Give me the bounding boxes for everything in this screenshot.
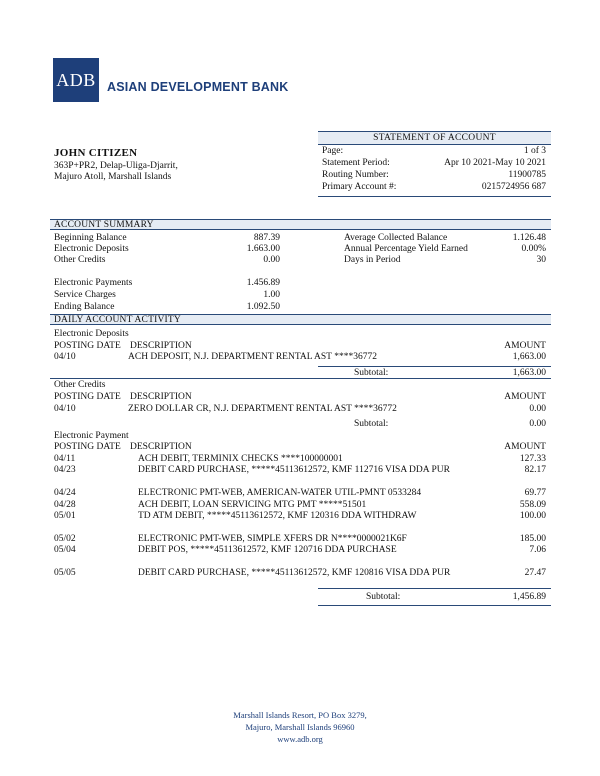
summary-label: Service Charges [54, 290, 116, 300]
col-description: DESCRIPTION [130, 341, 192, 351]
subtotal-label: Subtotal: [366, 592, 401, 602]
table-row [54, 465, 546, 477]
subtotal-divider [318, 605, 551, 606]
txn-date: 04/24 [54, 488, 76, 498]
txn-date: 05/04 [54, 545, 76, 555]
statement-value: 0215724956 687 [481, 182, 546, 192]
col-posting-date: POSTING DATE [54, 442, 121, 452]
bank-logo: ADB [53, 58, 99, 102]
footer-website-link[interactable]: www.adb.org [277, 734, 323, 744]
customer-name: JOHN CITIZEN [54, 147, 138, 159]
summary-value: 887.39 [253, 233, 280, 243]
txn-description: DEBIT CARD PURCHASE, *****45113612572, KMF 120816 VISA DDA PUR [138, 568, 451, 578]
txn-date: 05/01 [54, 511, 76, 521]
statement-value: 11900785 [508, 170, 546, 180]
statement-row-account [322, 182, 546, 192]
txn-date: 04/10 [54, 352, 76, 362]
summary-label: Days in Period [344, 255, 401, 265]
txn-amount: 27.47 [524, 568, 546, 578]
txn-date: 04/28 [54, 500, 76, 510]
statement-value: Apr 10 2021-May 10 2021 [444, 158, 546, 168]
summary-value: 0.00 [263, 255, 280, 265]
txn-amount: 69.77 [524, 488, 546, 498]
section-divider [50, 378, 551, 379]
subtotal-label: Subtotal: [354, 419, 389, 429]
txn-description: ACH DEBIT, TERMINIX CHECKS ****100000001 [138, 454, 343, 464]
col-posting-date: POSTING DATE [54, 341, 121, 351]
col-posting-date: POSTING DATE [54, 392, 121, 402]
col-amount: AMOUNT [504, 392, 546, 402]
statement-divider [318, 196, 551, 197]
bank-name: ASIAN DEVELOPMENT BANK [107, 80, 289, 94]
statement-row-page [322, 146, 546, 156]
customer-address-line1: 363P+PR2, Delap-Uliga-Djarrit, [54, 161, 178, 171]
summary-value: 0.00% [521, 244, 546, 254]
account-summary-header: ACCOUNT SUMMARY [50, 219, 551, 230]
statement-label: Routing Number: [322, 170, 389, 180]
footer-address-line2: Majuro, Marshall Islands 96960 [245, 722, 355, 732]
group-title-payments: Electronic Payment [54, 431, 129, 441]
table-row [54, 568, 546, 580]
table-row [54, 511, 546, 523]
txn-amount: 127.33 [519, 454, 546, 464]
statement-label: Primary Account #: [322, 182, 397, 192]
summary-value: 1.00 [263, 290, 280, 300]
statement-row-period [322, 158, 546, 168]
statement-row-routing [322, 170, 546, 180]
col-description: DESCRIPTION [130, 392, 192, 402]
summary-label: Ending Balance [54, 302, 115, 312]
statement-title: STATEMENT OF ACCOUNT [318, 131, 551, 145]
statement-value: 1 of 3 [523, 146, 546, 156]
summary-label: Average Collected Balance [344, 233, 448, 243]
txn-description: ZERO DOLLAR CR, N.J. DEPARTMENT RENTAL AST ****36772 [128, 404, 397, 414]
txn-description: ACH DEBIT, LOAN SERVICING MTG PMT *****51501 [138, 500, 367, 510]
subtotal-value: 1,456.89 [512, 592, 546, 602]
subtotal-divider [318, 588, 551, 589]
group-title-deposits: Electronic Deposits [54, 329, 129, 339]
daily-activity-header: DAILY ACCOUNT ACTIVITY [50, 314, 551, 325]
txn-date: 05/02 [54, 534, 76, 544]
group-title-credits: Other Credits [54, 380, 106, 390]
txn-amount: 7.06 [529, 545, 546, 555]
col-amount: AMOUNT [504, 341, 546, 351]
txn-amount: 558.09 [519, 500, 546, 510]
txn-date: 04/23 [54, 465, 76, 475]
summary-label: Electronic Payments [54, 278, 133, 288]
table-row [54, 352, 546, 364]
txn-amount: 82.17 [524, 465, 546, 475]
txn-amount: 185.00 [519, 534, 546, 544]
summary-value: 1.092.50 [246, 302, 280, 312]
table-row [54, 404, 546, 416]
footer [0, 709, 600, 745]
footer-address-line1: Marshall Islands Resort, PO Box 3279, [233, 710, 367, 720]
txn-description: ELECTRONIC PMT-WEB, SIMPLE XFERS DR N****0000021K6F [138, 534, 407, 544]
txn-amount: 100.00 [519, 511, 546, 521]
col-description: DESCRIPTION [130, 442, 192, 452]
subtotal-value: 1,663.00 [512, 368, 546, 378]
subtotal-divider [318, 366, 551, 367]
summary-value: 1.456.89 [246, 278, 280, 288]
statement-label: Statement Period: [322, 158, 390, 168]
txn-date: 04/11 [54, 454, 76, 464]
txn-amount: 1,663.00 [512, 352, 546, 362]
subtotal-label: Subtotal: [354, 368, 389, 378]
summary-label: Beginning Balance [54, 233, 127, 243]
txn-description: ELECTRONIC PMT-WEB, AMERICAN-WATER UTIL-PMNT 0533284 [138, 488, 422, 498]
summary-value: 30 [536, 255, 546, 265]
txn-amount: 0.00 [529, 404, 546, 414]
summary-value: 1.126.48 [512, 233, 546, 243]
txn-date: 04/10 [54, 404, 76, 414]
summary-label: Electronic Deposits [54, 244, 129, 254]
txn-description: DEBIT CARD PURCHASE, *****45113612572, KMF 112716 VISA DDA PUR [138, 465, 450, 475]
summary-label: Annual Percentage Yield Earned [344, 244, 468, 254]
table-row [54, 488, 546, 500]
txn-date: 05/05 [54, 568, 76, 578]
summary-label: Other Credits [54, 255, 106, 265]
txn-description: TD ATM DEBIT, *****45113612572, KMF 120316 DDA WITHDRAW [138, 511, 417, 521]
table-row [54, 545, 546, 557]
customer-address-line2: Majuro Atoll, Marshall Islands [54, 172, 172, 182]
txn-description: DEBIT POS, *****45113612572, KMF 120716 DDA PURCHASE [138, 545, 397, 555]
subtotal-value: 0.00 [529, 419, 546, 429]
statement-label: Page: [322, 146, 344, 156]
txn-description: ACH DEPOSIT, N.J. DEPARTMENT RENTAL AST ****36772 [128, 352, 377, 362]
col-amount: AMOUNT [504, 442, 546, 452]
summary-value: 1.663.00 [246, 244, 280, 254]
